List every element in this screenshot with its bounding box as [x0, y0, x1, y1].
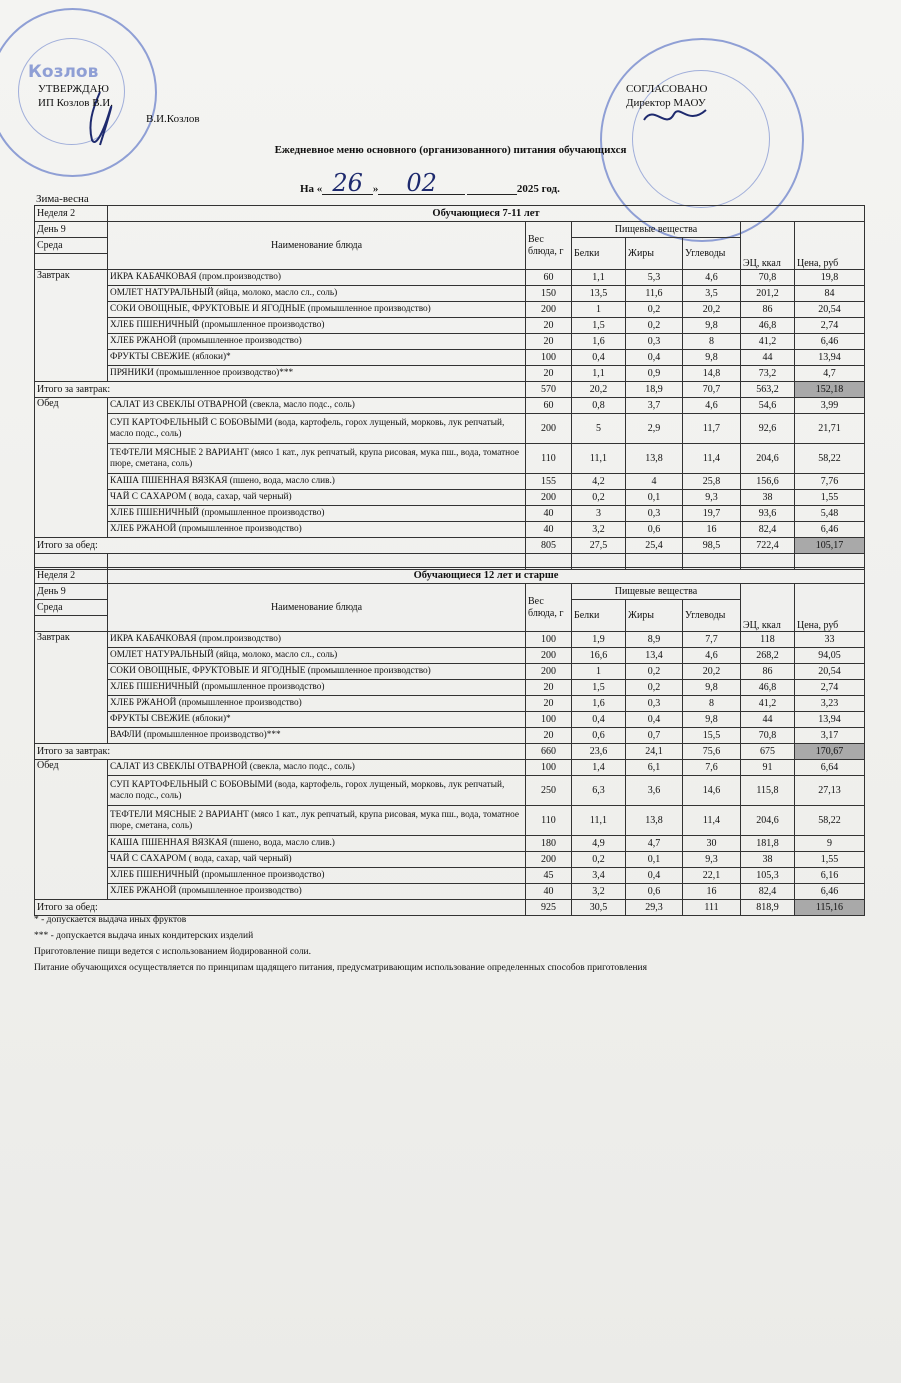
cell-value: 100 [526, 350, 572, 366]
cell-value: 0,4 [626, 868, 683, 884]
table-row [35, 680, 865, 696]
total-value: 23,6 [572, 744, 626, 760]
note-iodized-salt: Приготовление пищи ведется с использованием йодированной соли. [34, 947, 312, 957]
total-row [35, 382, 865, 398]
cell-value: 0,3 [626, 506, 683, 522]
cell-value: 16,6 [572, 648, 626, 664]
cell-value: 11,4 [683, 444, 741, 474]
total-value: 105,17 [795, 538, 865, 554]
week-row: Неделя 2 Обучающиеся 7-11 лет [35, 206, 865, 222]
cell-value: 1,6 [572, 696, 626, 712]
cell-value: 4,9 [572, 836, 626, 852]
total-value: 70,7 [683, 382, 741, 398]
cell-value: 9,8 [683, 680, 741, 696]
table-row [35, 648, 865, 664]
cell-value: 45 [526, 868, 572, 884]
menu-table-12-plus [34, 567, 865, 916]
cell-value: 268,2 [741, 648, 795, 664]
cell-value: 44 [741, 712, 795, 728]
agreement-block [626, 82, 707, 110]
menu-table-7-11 [34, 205, 865, 570]
table-row [35, 836, 865, 852]
dish-name: СОКИ ОВОЩНЫЕ, ФРУКТОВЫЕ И ЯГОДНЫЕ (промышленное производство) [108, 664, 526, 680]
cell-value: 110 [526, 806, 572, 836]
dish-name: ТЕФТЕЛИ МЯСНЫЕ 2 ВАРИАНТ (мясо 1 кат., лук репчатый, крупа рисовая, мука пш., вода, томатное пюре, сметана, соль) [108, 444, 526, 474]
cell-value: 3,23 [795, 696, 865, 712]
dish-name: КАША ПШЕННАЯ ВЯЗКАЯ (пшено, вода, масло слив.) [108, 836, 526, 852]
cell-value: 6,64 [795, 760, 865, 776]
cell-value: 14,6 [683, 776, 741, 806]
cell-value: 1,1 [572, 270, 626, 286]
total-label: Итого за обед: [35, 900, 526, 916]
cell-value: 180 [526, 836, 572, 852]
table-row [35, 852, 865, 868]
dish-name: ИКРА КАБАЧКОВАЯ (пром.производство) [108, 632, 526, 648]
cell-value: 156,6 [741, 474, 795, 490]
cell-value: 204,6 [741, 444, 795, 474]
total-value: 570 [526, 382, 572, 398]
total-value: 563,2 [741, 382, 795, 398]
table-row [35, 760, 865, 776]
cell-value: 9 [795, 836, 865, 852]
cell-value: 150 [526, 286, 572, 302]
cell-value: 1,1 [572, 366, 626, 382]
cell-value: 0,4 [572, 712, 626, 728]
cell-value: 13,5 [572, 286, 626, 302]
total-label: Итого за завтрак: [35, 744, 526, 760]
total-value: 805 [526, 538, 572, 554]
cell-value: 9,8 [683, 712, 741, 728]
cell-value: 33 [795, 632, 865, 648]
cell-value: 2,74 [795, 680, 865, 696]
cell-value: 118 [741, 632, 795, 648]
cell-value: 7,6 [683, 760, 741, 776]
cell-value: 204,6 [741, 806, 795, 836]
cell-value: 1,6 [572, 334, 626, 350]
cell-value: 0,1 [626, 852, 683, 868]
table-row [35, 474, 865, 490]
dish-name: ЧАЙ С САХАРОМ ( вода, сахар, чай черный) [108, 852, 526, 868]
table-row [35, 302, 865, 318]
cell-value: 0,6 [572, 728, 626, 744]
cell-value: 5,3 [626, 270, 683, 286]
cell-value: 19,8 [795, 270, 865, 286]
cell-value: 20,2 [683, 302, 741, 318]
cell-value: 8 [683, 334, 741, 350]
table-row [35, 490, 865, 506]
cell-value: 30 [683, 836, 741, 852]
cell-value: 9,8 [683, 350, 741, 366]
total-value: 152,18 [795, 382, 865, 398]
total-value: 25,4 [626, 538, 683, 554]
cell-value: 92,6 [741, 414, 795, 444]
total-value: 925 [526, 900, 572, 916]
cell-value: 3,6 [626, 776, 683, 806]
cell-value: 200 [526, 664, 572, 680]
cell-value: 20 [526, 366, 572, 382]
dish-name: ХЛЕБ ПШЕНИЧНЫЙ (промышленное производство) [108, 318, 526, 334]
cell-value: 60 [526, 270, 572, 286]
header-row-2: Среда Белки Жиры Углеводы [35, 238, 865, 254]
cell-value: 2,74 [795, 318, 865, 334]
dish-name: САЛАТ ИЗ СВЕКЛЫ ОТВАРНОЙ (свекла, масло подс., соль) [108, 398, 526, 414]
cell-value: 16 [683, 522, 741, 538]
cell-value: 6,46 [795, 522, 865, 538]
cell-value: 0,7 [626, 728, 683, 744]
cell-value: 5,48 [795, 506, 865, 522]
dish-name: ХЛЕБ РЖАНОЙ (промышленное производство) [108, 522, 526, 538]
dish-name: ФРУКТЫ СВЕЖИЕ (яблоки)* [108, 350, 526, 366]
table-row [35, 728, 865, 744]
cell-value: 40 [526, 522, 572, 538]
cell-value: 100 [526, 712, 572, 728]
cell-value: 1,9 [572, 632, 626, 648]
date-day: 26 [322, 172, 373, 195]
season-label: Зима-весна [36, 193, 89, 205]
cell-value: 0,4 [626, 712, 683, 728]
cell-value: 0,2 [626, 318, 683, 334]
cell-value: 200 [526, 414, 572, 444]
date-year: 2025 год. [516, 183, 560, 195]
table-row [35, 664, 865, 680]
cell-value: 11,1 [572, 444, 626, 474]
cell-value: 7,76 [795, 474, 865, 490]
cell-value: 19,7 [683, 506, 741, 522]
cell-value: 20,54 [795, 664, 865, 680]
meal-name: Обед [35, 760, 108, 900]
cell-value: 21,71 [795, 414, 865, 444]
dish-name: ИКРА КАБАЧКОВАЯ (пром.производство) [108, 270, 526, 286]
cell-value: 41,2 [741, 696, 795, 712]
meal-name: Завтрак [35, 632, 108, 744]
cell-value: 0,6 [626, 884, 683, 900]
cell-value: 20 [526, 318, 572, 334]
dish-name: ХЛЕБ РЖАНОЙ (промышленное производство) [108, 884, 526, 900]
cell-value: 5 [572, 414, 626, 444]
total-value: 115,16 [795, 900, 865, 916]
cell-value: 3,2 [572, 884, 626, 900]
cell-value: 1,55 [795, 852, 865, 868]
total-value: 75,6 [683, 744, 741, 760]
cell-value: 200 [526, 302, 572, 318]
dish-name: ПРЯНИКИ (промышленное производство)*** [108, 366, 526, 382]
table-row [35, 270, 865, 286]
table-row [35, 318, 865, 334]
total-value: 24,1 [626, 744, 683, 760]
cell-value: 38 [741, 490, 795, 506]
cell-value: 0,2 [572, 852, 626, 868]
cell-value: 6,46 [795, 334, 865, 350]
date-month: 02 [378, 172, 465, 195]
note-gentle-diet: Питание обучающихся осуществляется по принципам щадящего питания, предусматривающим использование определенных способов приготовления [34, 963, 647, 973]
cell-value: 58,22 [795, 444, 865, 474]
cell-value: 8,9 [626, 632, 683, 648]
total-value: 660 [526, 744, 572, 760]
cell-value: 0,4 [572, 350, 626, 366]
cell-value: 20 [526, 334, 572, 350]
table-row [35, 884, 865, 900]
meal-name: Завтрак [35, 270, 108, 382]
total-value: 29,3 [626, 900, 683, 916]
total-value: 27,5 [572, 538, 626, 554]
cell-value: 0,1 [626, 490, 683, 506]
cell-value: 3,7 [626, 398, 683, 414]
cell-value: 82,4 [741, 884, 795, 900]
cell-value: 13,8 [626, 806, 683, 836]
week-row: Неделя 2 Обучающиеся 12 лет и старше [35, 568, 865, 584]
cell-value: 1,55 [795, 490, 865, 506]
cell-value: 11,4 [683, 806, 741, 836]
approve-org: ИП Козлов В.И. [38, 97, 113, 109]
cell-value: 60 [526, 398, 572, 414]
date-prefix: На « [300, 183, 323, 195]
cell-value: 38 [741, 852, 795, 868]
table-row [35, 868, 865, 884]
dish-name: ЧАЙ С САХАРОМ ( вода, сахар, чай черный) [108, 490, 526, 506]
total-value: 20,2 [572, 382, 626, 398]
cell-value: 58,22 [795, 806, 865, 836]
cell-value: 4,6 [683, 648, 741, 664]
cell-value: 0,9 [626, 366, 683, 382]
table-row [35, 350, 865, 366]
table-row [35, 286, 865, 302]
cell-value: 115,8 [741, 776, 795, 806]
date-mid: » [372, 183, 379, 195]
dish-name: ХЛЕБ ПШЕНИЧНЫЙ (промышленное производство) [108, 506, 526, 522]
meal-name: Обед [35, 398, 108, 538]
cell-value: 27,13 [795, 776, 865, 806]
total-row [35, 744, 865, 760]
cell-value: 86 [741, 664, 795, 680]
total-label: Итого за обед: [35, 538, 526, 554]
cell-value: 6,3 [572, 776, 626, 806]
cell-value: 105,3 [741, 868, 795, 884]
cell-value: 20 [526, 680, 572, 696]
table-row [35, 506, 865, 522]
approval-block [38, 82, 200, 126]
cell-value: 4,7 [626, 836, 683, 852]
table-row [35, 632, 865, 648]
dish-name: СУП КАРТОФЕЛЬНЫЙ С БОБОВЫМИ (вода, картофель, горох лущеный, морковь, лук репчатый, масло подс., соль) [108, 776, 526, 806]
dish-name: СОКИ ОВОЩНЫЕ, ФРУКТОВЫЕ И ЯГОДНЫЕ (промышленное производство) [108, 302, 526, 318]
cell-value: 3,17 [795, 728, 865, 744]
cell-value: 40 [526, 506, 572, 522]
cell-value: 0,3 [626, 696, 683, 712]
cell-value: 13,94 [795, 712, 865, 728]
cell-value: 11,7 [683, 414, 741, 444]
cell-value: 4,6 [683, 398, 741, 414]
cell-value: 20,2 [683, 664, 741, 680]
cell-value: 9,8 [683, 318, 741, 334]
cell-value: 20 [526, 696, 572, 712]
cell-value: 0,2 [626, 302, 683, 318]
dish-name: СУП КАРТОФЕЛЬНЫЙ С БОБОВЫМИ (вода, картофель, горох лущеный, морковь, лук репчатый, масло подс., соль) [108, 414, 526, 444]
total-value: 818,9 [741, 900, 795, 916]
cell-value: 4,2 [572, 474, 626, 490]
cell-value: 200 [526, 852, 572, 868]
cell-value: 44 [741, 350, 795, 366]
cell-value: 200 [526, 648, 572, 664]
dish-name: ХЛЕБ ПШЕНИЧНЫЙ (промышленное производство) [108, 680, 526, 696]
cell-value: 1,5 [572, 318, 626, 334]
table-row [35, 398, 865, 414]
cell-value: 7,7 [683, 632, 741, 648]
cell-value: 3,5 [683, 286, 741, 302]
cell-value: 155 [526, 474, 572, 490]
table-row [35, 334, 865, 350]
cell-value: 25,8 [683, 474, 741, 490]
total-label: Итого за завтрак: [35, 382, 526, 398]
cell-value: 20 [526, 728, 572, 744]
table-row [35, 522, 865, 538]
dish-name: ХЛЕБ ПШЕНИЧНЫЙ (промышленное производство) [108, 868, 526, 884]
table-row [35, 776, 865, 806]
cell-value: 3,99 [795, 398, 865, 414]
header-row-2: Среда Белки Жиры Углеводы [35, 600, 865, 616]
cell-value: 14,8 [683, 366, 741, 382]
dish-name: ОМЛЕТ НАТУРАЛЬНЫЙ (яйца, молоко, масло сл., соль) [108, 286, 526, 302]
dish-name: ХЛЕБ РЖАНОЙ (промышленное производство) [108, 696, 526, 712]
cell-value: 1 [572, 664, 626, 680]
menu-date [300, 169, 560, 197]
cell-value: 9,3 [683, 490, 741, 506]
cell-value: 8 [683, 696, 741, 712]
cell-value: 1,5 [572, 680, 626, 696]
total-value: 30,5 [572, 900, 626, 916]
cell-value: 15,5 [683, 728, 741, 744]
total-value: 111 [683, 900, 741, 916]
cell-value: 20,54 [795, 302, 865, 318]
cell-value: 13,8 [626, 444, 683, 474]
cell-value: 181,8 [741, 836, 795, 852]
table-row [35, 806, 865, 836]
dish-name: ТЕФТЕЛИ МЯСНЫЕ 2 ВАРИАНТ (мясо 1 кат., лук репчатый, крупа рисовая, мука пш., вода, томатное пюре, сметана, соль) [108, 806, 526, 836]
cell-value: 110 [526, 444, 572, 474]
cell-value: 100 [526, 760, 572, 776]
cell-value: 0,6 [626, 522, 683, 538]
cell-value: 16 [683, 884, 741, 900]
cell-value: 100 [526, 632, 572, 648]
cell-value: 41,2 [741, 334, 795, 350]
cell-value: 1 [572, 302, 626, 318]
cell-value: 0,8 [572, 398, 626, 414]
table-row [35, 414, 865, 444]
cell-value: 86 [741, 302, 795, 318]
table-row [35, 444, 865, 474]
total-value: 170,67 [795, 744, 865, 760]
dish-name: ВАФЛИ (промышленное производство)*** [108, 728, 526, 744]
cell-value: 40 [526, 884, 572, 900]
dish-name: САЛАТ ИЗ СВЕКЛЫ ОТВАРНОЙ (свекла, масло подс., соль) [108, 760, 526, 776]
cell-value: 0,2 [572, 490, 626, 506]
cell-value: 70,8 [741, 728, 795, 744]
total-value: 18,9 [626, 382, 683, 398]
cell-value: 54,6 [741, 398, 795, 414]
cell-value: 4,7 [795, 366, 865, 382]
cell-value: 22,1 [683, 868, 741, 884]
cell-value: 0,4 [626, 350, 683, 366]
dish-name: КАША ПШЕННАЯ ВЯЗКАЯ (пшено, вода, масло слив.) [108, 474, 526, 490]
cell-value: 13,4 [626, 648, 683, 664]
total-value: 722,4 [741, 538, 795, 554]
approve-label: УТВЕРЖДАЮ [38, 83, 109, 95]
total-value: 98,5 [683, 538, 741, 554]
cell-value: 250 [526, 776, 572, 806]
header-row-1: День 9 Наименование блюда Вес блюда, г Пищевые вещества ЭЦ, ккал Цена, руб [35, 222, 865, 238]
cell-value: 4 [626, 474, 683, 490]
agreed-label: СОГЛАСОВАНО [626, 83, 708, 95]
table-row [35, 712, 865, 728]
cell-value: 11,6 [626, 286, 683, 302]
cell-value: 201,2 [741, 286, 795, 302]
cell-value: 3,2 [572, 522, 626, 538]
page-title: Ежедневное меню основного (организованного) питания обучающихся [274, 144, 627, 156]
header-row-1: День 9 Наименование блюда Вес блюда, г Пищевые вещества ЭЦ, ккал Цена, руб [35, 584, 865, 600]
cell-value: 0,2 [626, 680, 683, 696]
cell-value: 9,3 [683, 852, 741, 868]
note-fruit: * - допускается выдача иных фруктов [34, 915, 187, 925]
cell-value: 73,2 [741, 366, 795, 382]
total-value: 675 [741, 744, 795, 760]
cell-value: 1,4 [572, 760, 626, 776]
cell-value: 91 [741, 760, 795, 776]
table-row [35, 366, 865, 382]
dish-name: ФРУКТЫ СВЕЖИЕ (яблоки)* [108, 712, 526, 728]
cell-value: 6,46 [795, 884, 865, 900]
cell-value: 84 [795, 286, 865, 302]
cell-value: 2,9 [626, 414, 683, 444]
cell-value: 3 [572, 506, 626, 522]
cell-value: 94,05 [795, 648, 865, 664]
cell-value: 6,1 [626, 760, 683, 776]
approve-signature: В.И.Козлов [146, 113, 200, 125]
cell-value: 13,94 [795, 350, 865, 366]
total-row [35, 538, 865, 554]
agreed-position: Директор МАОУ [626, 97, 706, 109]
cell-value: 4,6 [683, 270, 741, 286]
cell-value: 82,4 [741, 522, 795, 538]
stamp-left-text: Козлов [28, 62, 99, 82]
cell-value: 0,2 [626, 664, 683, 680]
cell-value: 46,8 [741, 318, 795, 334]
table-row [35, 696, 865, 712]
cell-value: 6,16 [795, 868, 865, 884]
footnotes [34, 912, 647, 976]
note-confectionery: *** - допускается выдача иных кондитерских изделий [34, 931, 254, 941]
cell-value: 11,1 [572, 806, 626, 836]
cell-value: 46,8 [741, 680, 795, 696]
dish-name: ХЛЕБ РЖАНОЙ (промышленное производство) [108, 334, 526, 350]
cell-value: 0,3 [626, 334, 683, 350]
cell-value: 3,4 [572, 868, 626, 884]
cell-value: 70,8 [741, 270, 795, 286]
dish-name: ОМЛЕТ НАТУРАЛЬНЫЙ (яйца, молоко, масло сл., соль) [108, 648, 526, 664]
cell-value: 200 [526, 490, 572, 506]
cell-value: 93,6 [741, 506, 795, 522]
